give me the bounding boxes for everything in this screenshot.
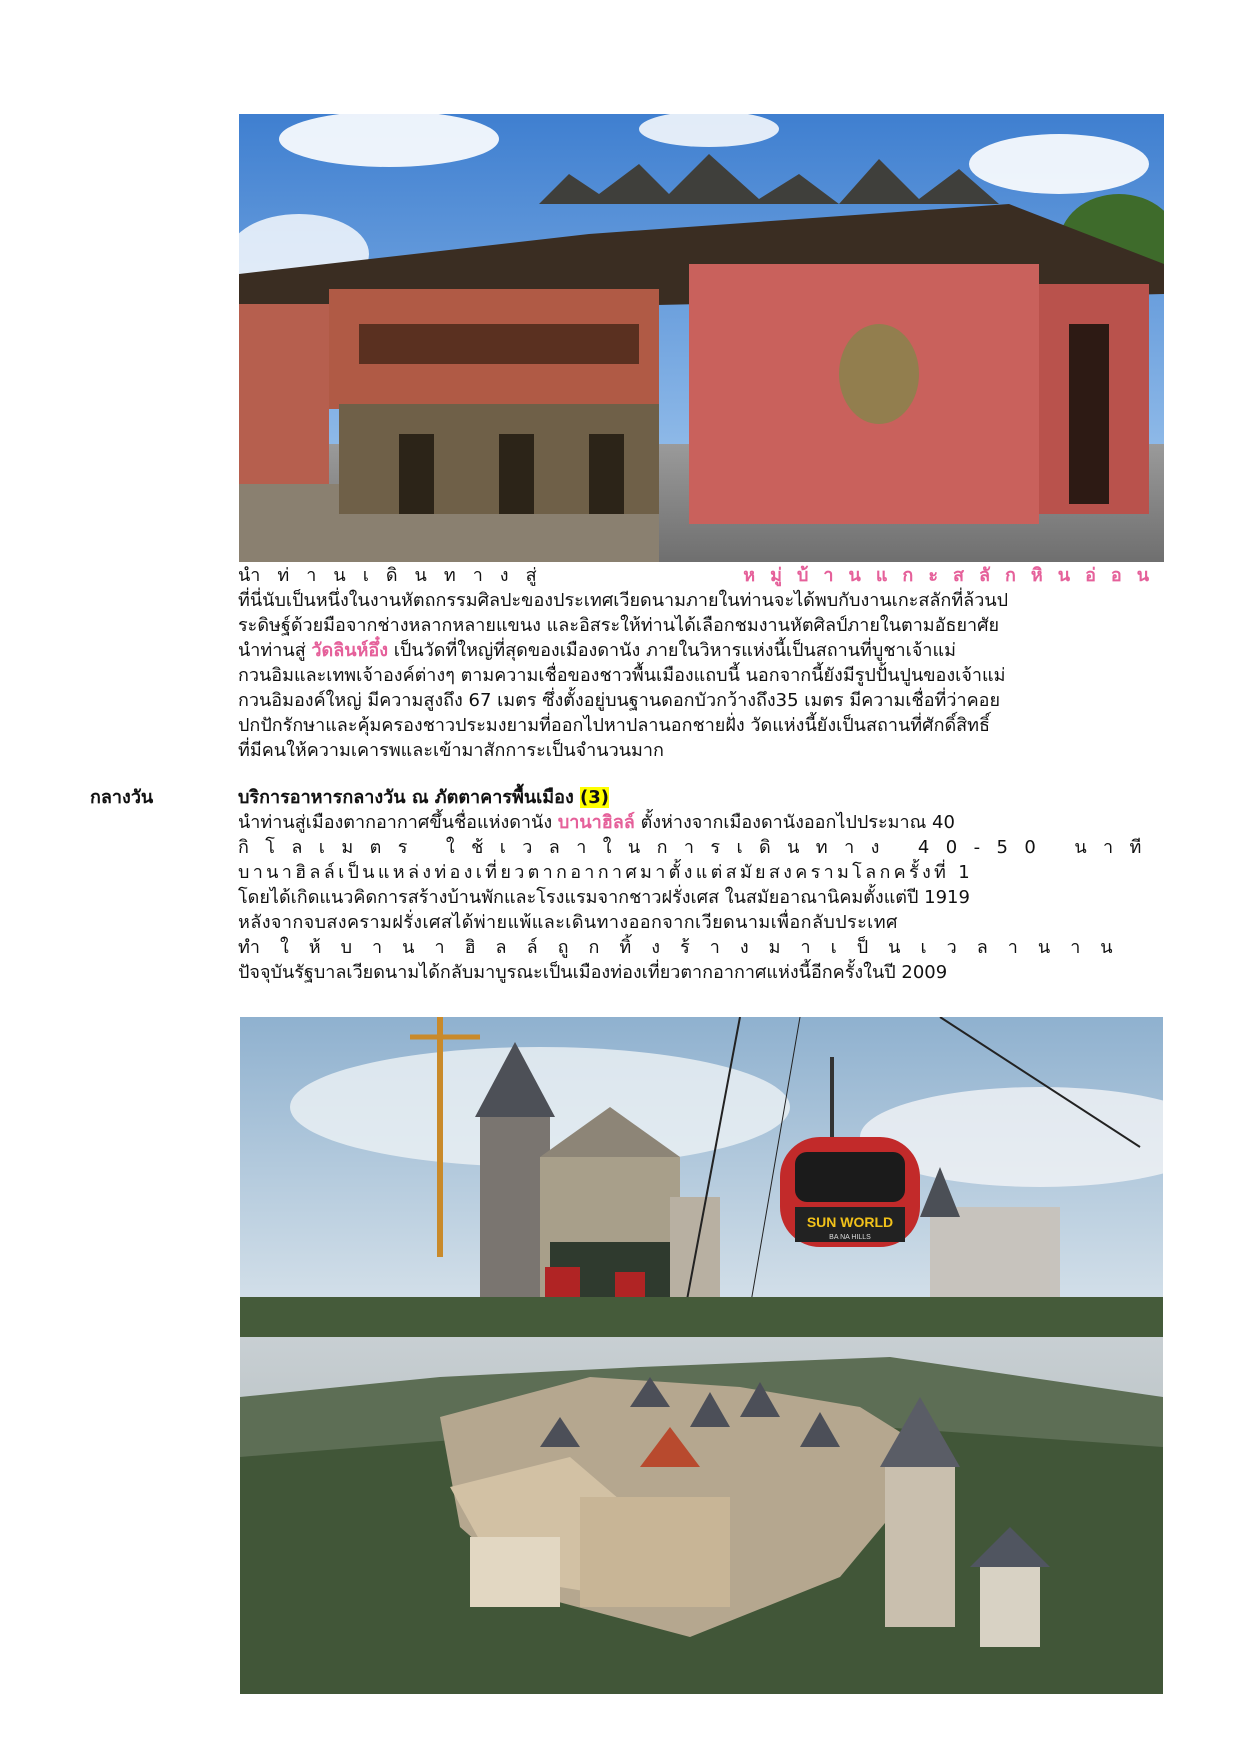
sun-world-sign: SUN WORLD — [806, 1214, 894, 1230]
meal-number-badge: (3) — [580, 787, 610, 808]
section-ba-na-hills — [238, 785, 1164, 985]
ba-na-line-6: ทำให้บานาฮิลล์ถูกทิ้งร้างมาเป็นเวลานาน — [238, 937, 1133, 958]
ba-na-line-2: กิโลเมตร ใช้เวลาในการเดินทาง 40-50 นาที — [238, 837, 1158, 858]
linh-ung-line-3: กวนอิมองค์ใหญ่ มีความสูงถึง 67 เมตร ซึ่งตั้งอยู่บนฐานดอกบัวกว้างถึง35 เมตร มีความเชื่อที่ว่าคอย — [238, 690, 1001, 711]
ba-na-line-4: โดยได้เกิดแนวคิดการสร้างบ้านพักและโรงแรมจากชาวฝรั่งเศส ในสมัยอาณานิคมตั้งแต่ปี 1919 — [238, 887, 970, 908]
linh-ung-suffix: เป็นวัดที่ใหญ่ที่สุดของเมืองดานัง ภายในวิหารแห่งนี้เป็นสถานที่บูชาเจ้าแม่ — [388, 640, 956, 661]
lunch-line — [238, 785, 1164, 810]
ba-na-suffix: ตั้งห่างจากเมืองดานังออกไปประมาณ 40 — [634, 812, 955, 833]
ba-na-hills-name: บานาฮิลล์ — [557, 812, 635, 833]
ba-na-hills-castle-aerial-photo — [240, 1337, 1163, 1694]
linh-ung-line-1 — [238, 638, 1164, 663]
linh-ung-line-2: กวนอิมและเทพเจ้าองค์ต่างๆ ตามความเชื่อของชาวพื้นเมืองแถบนี้ นอกจากนี้ยังมีรูปปั้นปูนของเจ้าแม่ — [238, 665, 1006, 686]
ba-na-prefix: นำท่านสู่เมืองตากอากาศขึ้นชื่อแห่งดานัง — [238, 812, 558, 833]
time-label-lunch: กลางวัน — [90, 787, 154, 808]
linh-ung-line-4: ปกปักรักษาและคุ้มครองชาวประมงยามที่ออกไปหาปลานอกชายฝั่ง วัดแห่งนี้ยังเป็นสถานที่ศักดิ์สิทธิ์ — [238, 715, 991, 736]
linh-ung-prefix: นำท่านสู่ — [238, 640, 312, 661]
ba-na-hills-sign: BA NA HILLS — [829, 1234, 871, 1241]
linh-ung-temple-name: วัดลินห์อึ๋ง — [311, 640, 389, 661]
section-marble-village — [238, 563, 1164, 763]
marble-village-line-3: ระดิษฐ์ด้วยมือจากช่างหลากหลายแขนง และอิสระให้ท่านได้เลือกชมงานหัตศิลป์ภายในตามอัธยาศัย — [238, 615, 1000, 636]
marble-village-line-2: ที่นี่นับเป็นหนึ่งในงานหัตถกรรมศิลปะของประเทศเวียดนามภายในท่านจะได้พบกับงานเกะสลักที่ล้วนป — [238, 590, 1009, 611]
ba-na-line-7: ปัจจุบันรัฐบาลเวียดนามได้กลับมาบูรณะเป็นเมืองท่องเที่ยวตากอากาศแห่งนี้อีกครั้งในปี 2009 — [238, 962, 948, 983]
marble-village-intro-line — [238, 563, 1164, 588]
linh-ung-line-5: ที่มีคนให้ความเคารพและเข้ามาสักการะเป็นจำนวนมาก — [238, 740, 664, 761]
sun-world-cable-car-photo — [240, 1017, 1163, 1337]
ba-na-line-5: หลังจากจบสงครามฝรั่งเศสได้พ่ายแพ้และเดินทางออกจากเวียดนามเพื่อกลับประเทศ — [238, 912, 898, 933]
lunch-text: บริการอาหารกลางวัน ณ ภัตตาคารพื้นเมือง — [238, 787, 581, 808]
intro-prefix: นำท่านเดินทางสู่ — [238, 565, 554, 586]
ba-na-line-1 — [238, 810, 1164, 835]
japanese-covered-bridge-photo — [239, 114, 1164, 562]
marble-village-name: หมู่บ้านแกะสลักหินอ่อน — [743, 565, 1164, 586]
ba-na-line-3: บานาฮิลล์เป็นแหล่งท่องเที่ยวตากอากาศมาตั้งแต่สมัยสงครามโลกครั้งที่ 1 — [238, 862, 973, 883]
